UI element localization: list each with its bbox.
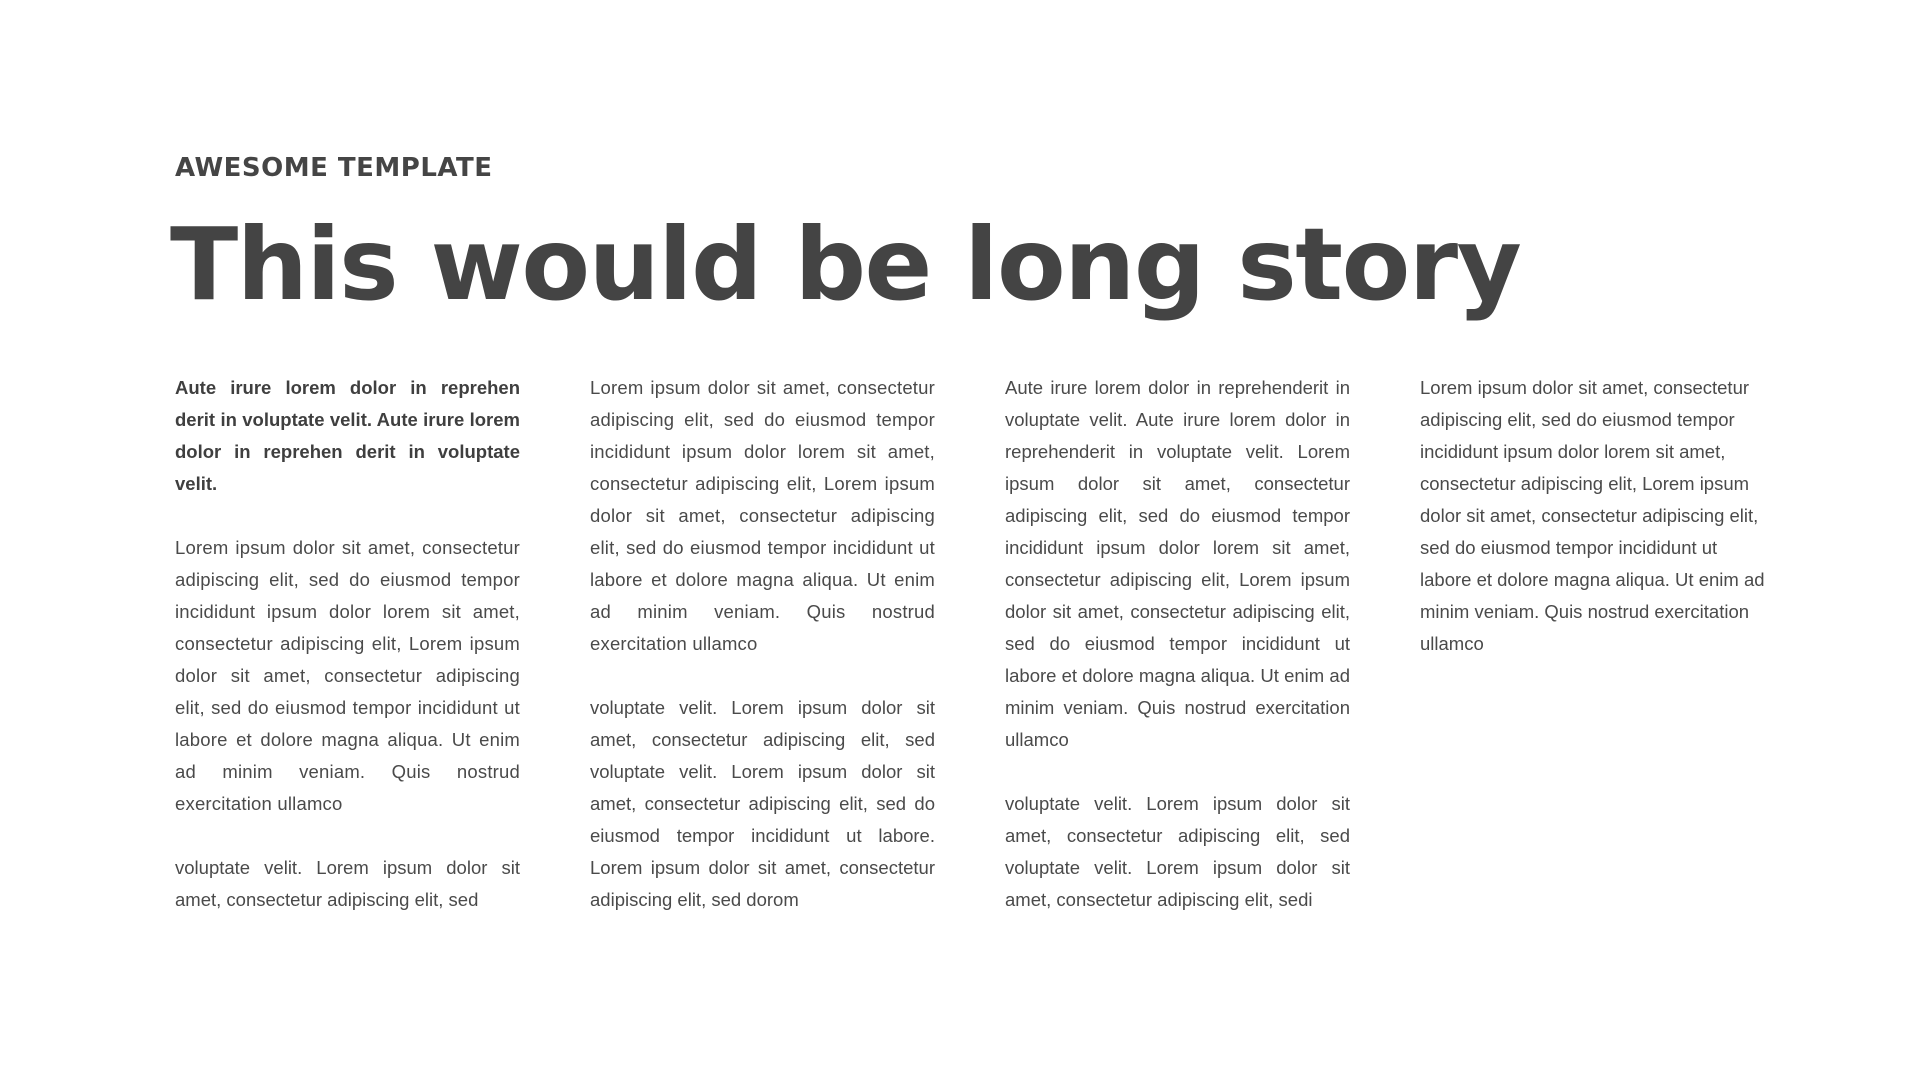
text-column-4 [1420,372,1765,948]
text-column-3 [1005,372,1350,948]
body-paragraph: voluptate velit. Lorem ipsum dolor sit amet, consectetur adipiscing elit, sed voluptate velit. Lorem ipsum dolor sit amet, consectetur adipiscing elit, sedi [1005,793,1350,910]
text-column-1 [175,372,520,948]
eyebrow-label: AWESOME TEMPLATE [175,153,493,183]
body-paragraph: Lorem ipsum dolor sit amet, consectetur adipiscing elit, sed do eiusmod tempor incididunt ipsum dolor lorem sit amet, consectetur adipiscing elit, Lorem ipsum dolor sit amet, consectetur adipiscing elit, sed do eiusmod tempor incididunt ut labore et dolore magna aliqua. Ut enim ad minim veniam. Quis nostrud exercitation ullamco [590,377,935,654]
body-paragraph: voluptate velit. Lorem ipsum dolor sit amet, consectetur adipiscing elit, sed voluptate velit. Lorem ipsum dolor sit amet, consectetur adipiscing elit, sed do eiusmod tempor incididunt ut labore. Lorem ipsum dolor sit amet, consectetur adipiscing elit, sed dorom [590,697,935,910]
lead-paragraph: Aute irure lorem dolor in reprehen derit in voluptate velit. Aute irure lorem dolor in reprehen derit in voluptate velit. [175,377,520,494]
text-columns [175,372,1765,948]
text-column-2 [590,372,935,948]
body-paragraph: Lorem ipsum dolor sit amet, consectetur adipiscing elit, sed do eiusmod tempor incididunt ipsum dolor lorem sit amet, consectetur adipiscing elit, Lorem ipsum dolor sit amet, consectetur adipiscing elit, sed do eiusmod tempor incididunt ut labore et dolore magna aliqua. Ut enim ad minim veniam. Quis nostrud exercitation ullamco [175,537,520,814]
body-paragraph: voluptate velit. Lorem ipsum dolor sit amet, consectetur adipiscing elit, sed [175,857,520,910]
body-paragraph: Aute irure lorem dolor in reprehenderit in voluptate velit. Aute irure lorem dolor in reprehenderit in voluptate velit. Lorem ipsum dolor sit amet, consectetur adipiscing elit, sed do eiusmod tempor incididunt ipsum dolor lorem sit amet, consectetur adipiscing elit, Lorem ipsum dolor sit amet, consectetur adipiscing elit, sed do eiusmod tempor incididunt ut labore et dolore magna aliqua. Ut enim ad minim veniam. Quis nostrud exercitation ullamco [1005,377,1350,750]
body-paragraph: Lorem ipsum dolor sit amet, consectetur adipiscing elit, sed do eiusmod tempor incididunt ipsum dolor lorem sit amet, consectetur adipiscing elit, Lorem ipsum dolor sit amet, consectetur adipiscing elit, sed do eiusmod tempor incididunt ut labore et dolore magna aliqua. Ut enim ad minim veniam. Quis nostrud exercitation ullamco [1420,377,1765,654]
page-title: This would be long story [170,206,1521,323]
